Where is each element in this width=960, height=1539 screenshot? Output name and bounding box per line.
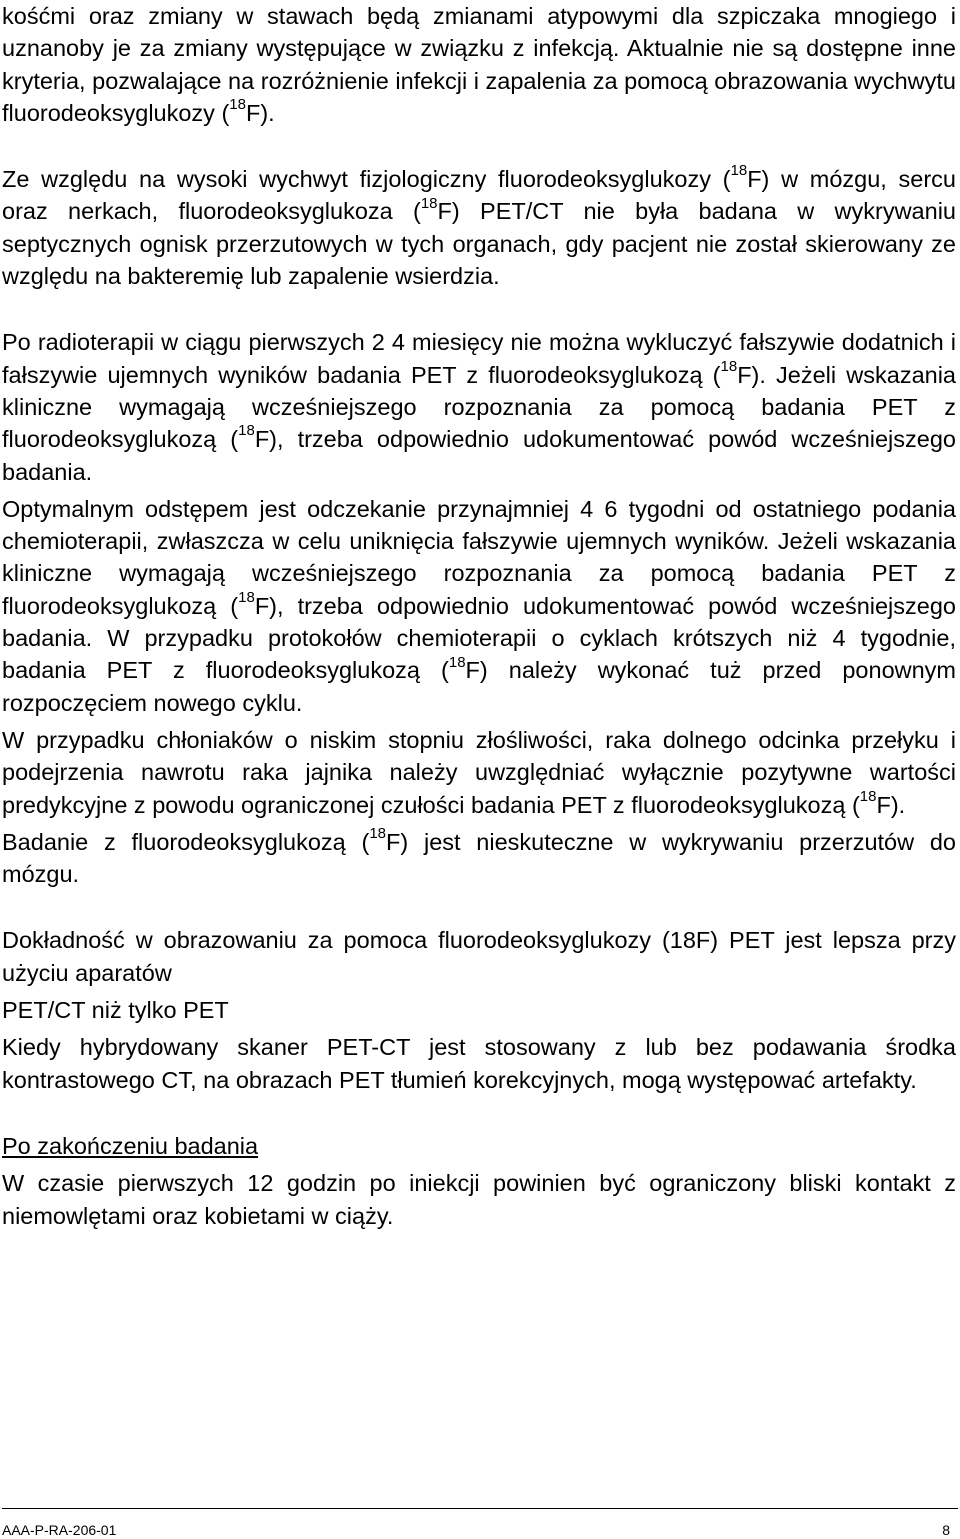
footer-page-number: 8 (942, 1522, 950, 1538)
superscript: 18 (238, 422, 255, 440)
text-span: F). (245, 99, 275, 126)
footer-doc-id: AAA-P-RA-206-01 (2, 1522, 117, 1538)
paragraph-metastases (2, 826, 956, 891)
paragraph-chemotherapy (2, 493, 956, 719)
paragraph-brain (2, 163, 956, 292)
paragraph-accuracy: Dokładność w obrazowaniu za pomoca fluorodeoksyglukozy (18F) PET jest lepsza przy użyciu aparatów (2, 927, 956, 986)
text-span: F). Jeżeli wskazania kliniczne wymagają wcześniejszego rozpoznania za pomocą badania PET z fluorodeoksyglukozą ( (2, 361, 956, 453)
text-span: Optymalnym odstępem jest odczekanie przynajmniej 4 6 tygodni od ostatniego podania chemioterapii, zwłaszcza w celu uniknięcia fałszywie ujemnych wyników. Jeżeli wskazania kliniczne wymagają wcześniejszego rozpoznania za pomocą badania PET z fluorodeoksyglukozą ( (2, 495, 956, 619)
text-span: F), trzeba odpowiednio udokumentować powód wcześniejszego badania. (2, 426, 956, 485)
text-span: F) należy wykonać tuż przed ponownym rozpoczęciem nowego cyklu. (2, 657, 957, 716)
text-span: Po radioterapii w ciągu pierwszych 2 4 miesięcy nie można wykluczyć fałszywie dodatnich i fałszywie ujemnych wyników badania PET z fluorodeoksyglukozą ( (2, 329, 956, 388)
paragraph-after: W czasie pierwszych 12 godzin po iniekcji powinien być ograniczony bliski kontakt z niemowlętami oraz kobietami w ciąży. (2, 1170, 956, 1229)
superscript: 18 (369, 825, 387, 842)
superscript: 18 (859, 787, 877, 805)
superscript: 18 (730, 162, 748, 180)
paragraph-lymphoma (2, 724, 956, 821)
paragraph-intro (2, 0, 956, 129)
paragraph-hybrid: Kiedy hybrydowany skaner PET-CT jest stosowany z lub bez podawania środka kontrastowego CT, na obrazach PET tłumień korekcyjnych, mogą występować artefakty. (2, 1034, 956, 1093)
section-heading-after: Po zakończeniu badania (2, 1132, 259, 1159)
text-span: Ze względu na wysoki wychwyt fizjologiczny fluorodeoksyglukozy ( (2, 166, 731, 193)
superscript: 18 (420, 194, 438, 212)
paragraph-radiotherapy (2, 326, 956, 487)
text-span: F) w mózgu, sercu oraz nerkach, fluorodeoksyglukoza ( (2, 166, 956, 225)
text-span: kośćmi oraz zmiany w stawach będą zmianami atypowymi dla szpiczaka mnogiego i uznanoby je za zmiany występujące w związku z infekcją. Aktualnie nie są dostępne inne kryteria, pozwalające na rozróżnienie infekcji i zapalenia za pomocą obrazowania wychwytu fluorodeoksyglukozy ( (2, 3, 956, 126)
footer-divider (2, 1508, 958, 1509)
text-span: F) jest nieskuteczne w wykrywaniu przerzutów do mózgu. (2, 828, 956, 888)
superscript: 18 (448, 653, 466, 671)
superscript: 18 (238, 588, 255, 606)
superscript: 18 (720, 357, 738, 375)
text-span: F), trzeba odpowiednio udokumentować powód wcześniejszego badania. W przypadku protokołów chemioterapii o cyklach krótszych niż 4 tygodnie, badania PET z fluorodeoksyglukozą ( (2, 592, 956, 684)
superscript: 18 (229, 96, 246, 114)
text-span: F) PET/CT nie była badana w wykrywaniu septycznych ognisk przerzutowych w tych organach, gdy pacjent nie został skierowany ze względu na bakteremię lub zapalenie wsierdzia. (2, 198, 956, 290)
document-page (2, 0, 956, 1232)
paragraph-accuracy-cont: PET/CT niż tylko PET (2, 997, 229, 1024)
text-span: Badanie z fluorodeoksyglukozą ( (2, 828, 370, 855)
text-span: W przypadku chłoniaków o niskim stopniu złośliwości, raka dolnego odcinka przełyku i podejrzenia nawrotu raka jajnika należy uwzględniać wyłącznie pozytywne wartości predykcyjne z powodu ograniczonej czułości badania PET z fluorodeoksyglukozą ( (2, 726, 956, 818)
text-span: F). (876, 791, 906, 818)
